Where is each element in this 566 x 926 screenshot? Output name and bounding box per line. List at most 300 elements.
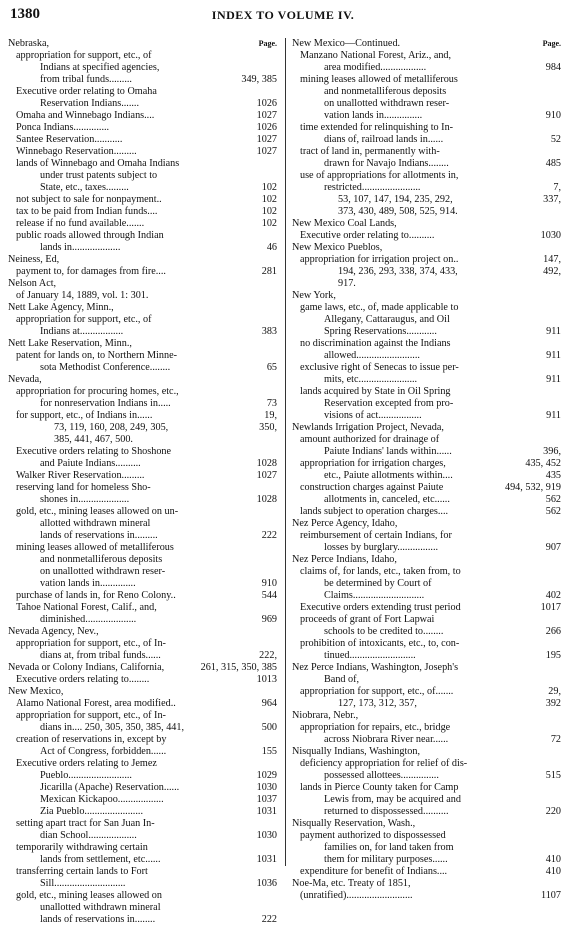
entry-text: and nonmetalliferous deposits [40,554,163,565]
entry-page-ref: 195 [545,650,561,661]
index-entry [8,554,277,566]
entry-text: appropriation for support, etc., of In- [16,638,166,649]
index-entry [8,518,277,530]
index-entry [292,398,561,410]
index-entry [292,230,561,242]
entry-page-ref: 1036 [256,878,277,889]
page-column-label-left: Page. [258,39,277,48]
index-entry [8,206,277,218]
index-entry [8,290,277,302]
entry-text: Allegany, Cattaraugus, and Oil [324,314,450,325]
entry-text: lands of reservations in........ [40,914,156,925]
entry-text: diminished.................... [40,614,137,625]
entry-page-ref: 222 [261,530,277,541]
entry-text: patent for lands on, to Northern Minne- [16,350,177,361]
index-entry [292,242,561,254]
entry-text: State, etc., taxes......... [40,182,129,193]
index-entry [292,326,561,338]
entry-text: Nett Lake Agency, Minn., [8,302,114,313]
entry-text: transferring certain lands to Fort [16,866,148,877]
entry-text: Manzano National Forest, Ariz., and, [300,50,452,61]
entry-text: Zia Pueblo....................... [40,806,143,817]
entry-page-ref: 1027 [256,110,277,121]
index-entry [8,410,277,422]
index-entry [8,758,277,770]
entry-text: time extended for relinquishing to In- [300,122,454,133]
entry-text: Indians at................. [40,326,124,337]
entry-page-ref: 435 [545,470,561,481]
index-entry [292,710,561,722]
index-entry [8,386,277,398]
page-column-label-right: Page. [542,39,561,48]
entry-text: exclusive right of Senecas to issue per- [300,362,459,373]
entry-text: appropriation for support, etc., of....... [300,686,454,697]
entry-text: creation of reservations in, except by [16,734,167,745]
entry-text: Ponca Indians.............. [16,122,110,133]
entry-text: reimbursement of certain Indians, for [300,530,452,541]
entry-text: Nevada Agency, Nev., [8,626,99,637]
entry-page-ref: 910 [261,578,277,589]
index-entry [8,650,277,662]
index-entry [292,854,561,866]
index-entry [292,542,561,554]
entry-text: Santee Reservation........... [16,134,123,145]
entry-text: Mexican Kickapoo.................. [40,794,164,805]
entry-text: returned to dispossessed.......... [324,806,449,817]
entry-page-ref: 544 [261,590,277,601]
entry-text: deficiency appropriation for relief of dis- [300,758,468,769]
entry-text: gold, etc., mining leases allowed on [16,890,162,901]
entry-page-ref: 102 [261,182,277,193]
entry-text: construction charges against Paiute [300,482,444,493]
entry-text: Tahoe National Forest, Calif., and, [16,602,157,613]
entry-page-ref: 485 [545,158,561,169]
index-entry [292,62,561,74]
entry-page-ref: 222 [261,914,277,925]
entry-page-ref: 562 [545,494,561,505]
entry-page-ref: 494, 532, 919 [504,482,561,493]
index-entry [292,890,561,902]
entry-text: allotted withdrawn mineral [40,518,151,529]
page-number: 1380 [10,6,40,22]
entry-text: dians in.... 250, 305, 350, 385, 441, [40,722,185,733]
entry-text: Executive orders relating to Shoshone [16,446,172,457]
index-entry [292,206,561,218]
entry-text: tinued.......................... [324,650,416,661]
index-entry [8,806,277,818]
entry-text: Nez Perce Indians, Idaho, [292,554,397,565]
index-entry [292,50,561,62]
index-entry [8,110,277,122]
entry-page-ref: 155 [261,746,277,757]
entry-page-ref: 1031 [256,854,277,865]
index-entry [8,686,277,698]
entry-page-ref: 281 [261,266,277,277]
entry-text: Nett Lake Reservation, Minn., [8,338,132,349]
index-entry [292,626,561,638]
entry-text: under trust patents subject to [40,170,158,181]
index-entry [8,566,277,578]
index-entry [8,878,277,890]
index-entry [8,374,277,386]
index-entry [292,578,561,590]
index-entry [292,218,561,230]
entry-page-ref: 19, [264,410,277,421]
index-entry [292,806,561,818]
index-entry [8,230,277,242]
entry-page-ref: 222, [259,650,277,661]
entry-page-ref: 337, [543,194,561,205]
entry-text: Reservation excepted from pro- [324,398,454,409]
entry-text: 194, 236, 293, 338, 374, 433, [338,266,458,277]
index-entry [8,326,277,338]
entry-text: Nevada, [8,374,42,385]
index-entry [292,494,561,506]
index-entry [8,578,277,590]
entry-page-ref: 261, 315, 350, 385 [200,662,277,673]
entry-text: area modified.................. [324,62,427,73]
index-entry [8,266,277,278]
index-entry [8,242,277,254]
entry-text: allotments in, canceled, etc...... [324,494,450,505]
entry-text: unallotted withdrawn mineral [40,902,161,913]
index-entry [8,302,277,314]
index-entry [8,770,277,782]
entry-text: proceeds of grant of Fort Lapwai [300,614,435,625]
entry-page-ref: 220 [545,806,561,817]
entry-text: Walker River Reservation......... [16,470,145,481]
entry-page-ref: 1027 [256,134,277,145]
entry-page-ref: 410 [545,854,561,865]
entry-page-ref: 266 [545,626,561,637]
index-entry [8,422,277,434]
entry-text: Reservation Indians....... [40,98,140,109]
entry-page-ref: 1026 [256,98,277,109]
index-entry [292,590,561,602]
index-entry [8,458,277,470]
index-entry [8,818,277,830]
index-entry [8,158,277,170]
entry-text: 917. [338,278,356,289]
index-entry [8,674,277,686]
index-entry [292,530,561,542]
entry-page-ref: 562 [545,506,561,517]
entry-page-ref: 7, [553,182,561,193]
entry-text: lands acquired by State in Oil Spring [300,386,451,397]
entry-text: of January 14, 1889, vol. 1: 301. [16,290,149,301]
entry-page-ref: 1030 [540,230,561,241]
index-entry [8,830,277,842]
index-entry [292,374,561,386]
index-entry [8,122,277,134]
entry-text: lands in................... [40,242,121,253]
entry-page-ref: 1017 [540,602,561,613]
entry-page-ref: 396, [543,446,561,457]
entry-text: 73, 119, 160, 208, 249, 305, [54,422,169,433]
entry-text: lands in Pierce County taken for Camp [300,782,459,793]
index-entry [292,266,561,278]
entry-text: lands of reservations in......... [40,530,158,541]
index-entry [292,314,561,326]
entry-text: amount authorized for drainage of [300,434,440,445]
index-entry [292,686,561,698]
entry-text: Pueblo......................... [40,770,132,781]
entry-page-ref: 102 [261,194,277,205]
index-entry [292,134,561,146]
entry-text: appropriation for support, etc., of [16,314,152,325]
index-entry [8,434,277,446]
entry-page-ref: 73 [266,398,277,409]
entry-text: Sill............................ [40,878,126,889]
entry-page-ref: 911 [546,374,561,385]
entry-text: New Mexico—Continued. [292,38,401,49]
entry-text: not subject to sale for nonpayment.. [16,194,162,205]
index-entry [292,734,561,746]
entry-page-ref: 1028 [256,494,277,505]
entry-text: dians of, railroad lands in...... [324,134,444,145]
index-entry [8,542,277,554]
index-entry [8,722,277,734]
index-entry [292,554,561,566]
entry-text: Spring Reservations............ [324,326,437,337]
index-entry [8,530,277,542]
entry-text: and Paiute Indians.......... [40,458,141,469]
entry-page-ref: 392 [545,698,561,709]
index-entry [292,842,561,854]
index-entry [8,98,277,110]
entry-text: payment authorized to dispossessed [300,830,446,841]
entry-text: across Niobrara River near...... [324,734,449,745]
index-entry [8,602,277,614]
entry-text: New York, [292,290,336,301]
entry-page-ref: 515 [545,770,561,781]
entry-text: mining leases allowed of metalliferous [300,74,458,85]
entry-page-ref: 911 [546,410,561,421]
entry-text: Omaha and Winnebago Indians.... [16,110,155,121]
entry-page-ref: 1030 [256,830,277,841]
index-entry [8,470,277,482]
entry-text: Nevada or Colony Indians, California, [8,662,165,673]
index-entry [292,110,561,122]
index-entry [292,746,561,758]
index-entry [292,602,561,614]
index-entry [8,350,277,362]
entry-text: 53, 107, 147, 194, 235, 292, [338,194,453,205]
entry-text: drawn for Navajo Indians........ [324,158,449,169]
entry-text: appropriation for support, etc., of [16,50,152,61]
entry-page-ref: 910 [545,110,561,121]
index-entry [292,470,561,482]
index-entry [292,98,561,110]
entry-text: Nelson Act, [8,278,57,289]
index-entry [8,362,277,374]
entry-page-ref: 1028 [256,458,277,469]
entry-text: shones in.................... [40,494,130,505]
index-entry [292,566,561,578]
entry-text: dians at, from tribal funds...... [40,650,161,661]
entry-text: prohibition of intoxicants, etc., to, con- [300,638,460,649]
entry-text: Nisqually Indians, Washington, [292,746,421,757]
entry-text: claims of, for lands, etc., taken from, to [300,566,461,577]
entry-page-ref: 29, [548,686,561,697]
index-entry [8,74,277,86]
index-entry [8,170,277,182]
index-column-right [292,38,561,902]
entry-text: Nez Perce Indians, Washington, Joseph's [292,662,459,673]
entry-page-ref: 383 [261,326,277,337]
entry-text: dian School................... [40,830,137,841]
entry-text: on unallotted withdrawn reser- [40,566,166,577]
index-entry [8,494,277,506]
index-entry [292,170,561,182]
index-entry [8,482,277,494]
entry-text: etc., Paiute allotments within.... [324,470,453,481]
index-entry [8,590,277,602]
index-entry [292,290,561,302]
entry-text: release if no fund available....... [16,218,145,229]
index-entry [292,194,561,206]
entry-page-ref: 964 [261,698,277,709]
index-entry [292,302,561,314]
index-entry [292,794,561,806]
index-entry [292,122,561,134]
entry-text: 373, 430, 489, 508, 525, 914. [338,206,458,217]
index-entry [8,314,277,326]
entry-text: Executive orders extending trust period [300,602,461,613]
entry-text: Executive order relating to.......... [300,230,435,241]
entry-page-ref: 46 [266,242,277,253]
index-entry [292,662,561,674]
index-entry [292,338,561,350]
entry-text: New Mexico Pueblos, [292,242,383,253]
entry-text: New Mexico, [8,686,64,697]
index-entry [8,38,277,50]
entry-text: appropriation for procuring homes, etc., [16,386,179,397]
index-entry [8,134,277,146]
index-entry [8,218,277,230]
index-entry [292,350,561,362]
entry-text: public roads allowed through Indian [16,230,164,241]
entry-text: Act of Congress, forbidden...... [40,746,167,757]
entry-text: vation lands in............... [324,110,423,121]
index-entry [8,782,277,794]
entry-text: 385, 441, 467, 500. [54,434,133,445]
index-entry [8,626,277,638]
entry-text: lands of Winnebago and Omaha Indians [16,158,180,169]
entry-text: expenditure for benefit of Indians.... [300,866,448,877]
entry-text: Jicarilla (Apache) Reservation...... [40,782,180,793]
index-entry [292,182,561,194]
entry-text: appropriation for irrigation charges, [300,458,446,469]
entry-text: Winnebago Reservation......... [16,146,137,157]
entry-page-ref: 102 [261,218,277,229]
entry-page-ref: 147, [543,254,561,265]
entry-text: mits, etc....................... [324,374,418,385]
index-entry [8,398,277,410]
entry-page-ref: 402 [545,590,561,601]
entry-text: allowed......................... [324,350,420,361]
entry-page-ref: 72 [550,734,561,745]
entry-page-ref: 984 [545,62,561,73]
entry-text: families on, for land taken from [324,842,454,853]
entry-text: schools to be credited to........ [324,626,444,637]
entry-page-ref: 500 [261,722,277,733]
entry-page-ref: 1037 [256,794,277,805]
entry-page-ref: 911 [546,326,561,337]
entry-text: Executive orders relating to........ [16,674,150,685]
index-entry [8,278,277,290]
index-entry [292,638,561,650]
index-entry [292,758,561,770]
index-entry [292,458,561,470]
entry-text: Alamo National Forest, area modified.. [16,698,176,709]
entry-text: use of appropriations for allotments in, [300,170,459,181]
entry-text: Indians at specified agencies, [40,62,160,73]
entry-text: Executive order relating to Omaha [16,86,157,97]
entry-text: and nonmetalliferous deposits [324,86,447,97]
index-entry [292,422,561,434]
index-entry [292,650,561,662]
entry-text: Newlands Irrigation Project, Nevada, [292,422,444,433]
index-entry [292,770,561,782]
entry-text: Noe-Ma, etc. Treaty of 1851, [292,878,411,889]
index-entry [8,746,277,758]
index-entry [292,158,561,170]
index-entry [8,794,277,806]
entry-page-ref: 350, [259,422,277,433]
index-column-left [8,38,277,926]
index-entry [292,86,561,98]
entry-text: vation lands in.............. [40,578,136,589]
index-entry [292,362,561,374]
entry-page-ref: 435, 452 [525,458,561,469]
index-entry [8,842,277,854]
index-entry [8,914,277,926]
entry-text: Niobrara, Nebr., [292,710,359,721]
entry-text: appropriation for irrigation project on.. [300,254,459,265]
entry-text: Band of, [324,674,360,685]
entry-text: Paiute Indians' lands within...... [324,446,452,457]
index-entry [292,518,561,530]
index-entry [8,638,277,650]
index-entry [8,614,277,626]
entry-text: mining leases allowed of metalliferous [16,542,174,553]
entry-text: Lewis from, may be acquired and [324,794,461,805]
entry-text: visions of act................. [324,410,422,421]
entry-text: for support, etc., of Indians in...... [16,410,153,421]
index-entry [8,506,277,518]
entry-text: Nebraska, [8,38,50,49]
entry-page-ref: 1027 [256,470,277,481]
index-entry [292,782,561,794]
index-entry [8,854,277,866]
index-entry [292,818,561,830]
entry-text: New Mexico Coal Lands, [292,218,397,229]
index-entry [292,866,561,878]
entry-page-ref: 1013 [256,674,277,685]
entry-text: Nez Perce Agency, Idaho, [292,518,398,529]
entry-page-ref: 1107 [541,890,561,901]
entry-page-ref: 102 [261,206,277,217]
index-entry [292,254,561,266]
index-entry [292,446,561,458]
index-entry [8,662,277,674]
entry-text: losses by burglary................ [324,542,439,553]
index-entry [8,50,277,62]
index-entry [292,830,561,842]
entry-page-ref: 52 [550,134,561,145]
index-entry [8,866,277,878]
